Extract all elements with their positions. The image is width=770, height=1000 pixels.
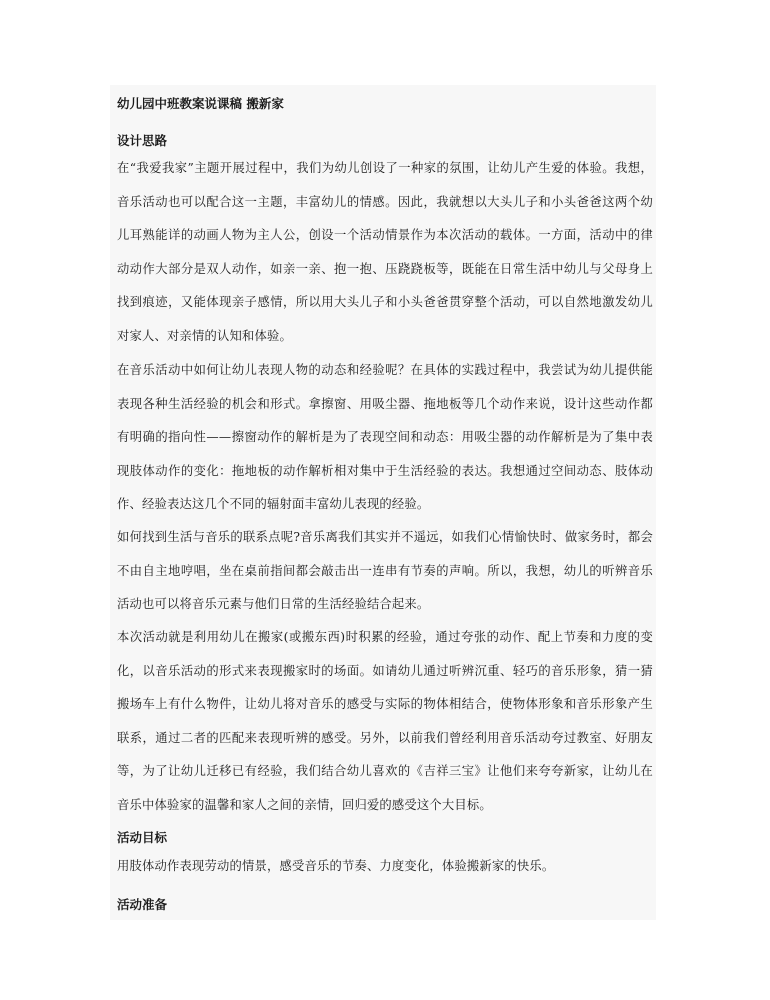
paragraph-design-1: 在“我爱我家”主题开展过程中，我们为幼儿创设了一种家的氛围，让幼儿产生爱的体验。我想，音乐活动也可以配合这一主题，丰富幼儿的情感。因此，我就想以大头儿子和小头爸爸这两个幼儿耳熟能详的动画人物为主人公，创设一个活动情景作为本次活动的载体。一方面，活动中的律动动作大部分是双人动作，如亲一亲、抱一抱、压跷跷板等，既能在日常生活中幼儿与父母身上找到痕迹，又能体现亲子感情，所以用大头儿子和小头爸爸贯穿整个活动，可以自然地激发幼儿对家人、对亲情的认知和体验。: [117, 161, 653, 343]
heading-goals: 活动目标: [117, 830, 168, 845]
paragraph-design-3: 如何找到生活与音乐的联系点呢?音乐离我们其实并不遥远，如我们心情愉快时、做家务时，都会不由自主地哼唱，坐在桌前指间都会敲击出一连串有节奏的声响。所以，我想，幼儿的听辨音乐活动也可以将音乐元素与他们日常的生活经验结合起来。: [117, 530, 653, 611]
heading-prep: 活动准备: [117, 897, 168, 912]
document-page: [110, 85, 656, 920]
paragraph-design-2: 在音乐活动中如何让幼儿表现人物的动态和经验呢？在具体的实践过程中，我尝试为幼儿提供能表现各种生活经验的机会和形式。拿擦窗、用吸尘器、拖地板等几个动作来说，设计这些动作都有明确的指向性——擦窗动作的解析是为了表现空间和动态：用吸尘器的动作解析是为了集中表现肢体动作的变化：拖地板的动作解析相对集中于生活经验的表达。我想通过空间动态、肢体动作、经验表达这几个不同的辐射面丰富幼儿表现的经验。: [117, 363, 653, 511]
paragraph-design-4: 本次活动就是利用幼儿在搬家(或搬东西)时积累的经验，通过夸张的动作、配上节奏和力度的变化，以音乐活动的形式来表现搬家时的场面。如请幼儿通过听辨沉重、轻巧的音乐形象，猜一猜搬场车上有什么物件，让幼儿将对音乐的感受与实际的物体相结合，使物体形象和音乐形象产生联系，通过二者的匹配来表现听辨的感受。另外，以前我们曾经利用音乐活动夸过教室、好朋友等，为了让幼儿迁移已有经验，我们结合幼儿喜欢的《吉祥三宝》让他们来夸夸新家，让幼儿在音乐中体验家的温馨和家人之间的亲情，回归爱的感受这个大目标。: [117, 630, 653, 812]
heading-design: 设计思路: [117, 133, 168, 148]
document-title: 幼儿园中班教案说课稿 搬新家: [117, 96, 284, 111]
paragraph-goals-1: 用肢体动作表现劳动的情景，感受音乐的节奏、力度变化，体验搬新家的快乐。: [117, 859, 555, 873]
